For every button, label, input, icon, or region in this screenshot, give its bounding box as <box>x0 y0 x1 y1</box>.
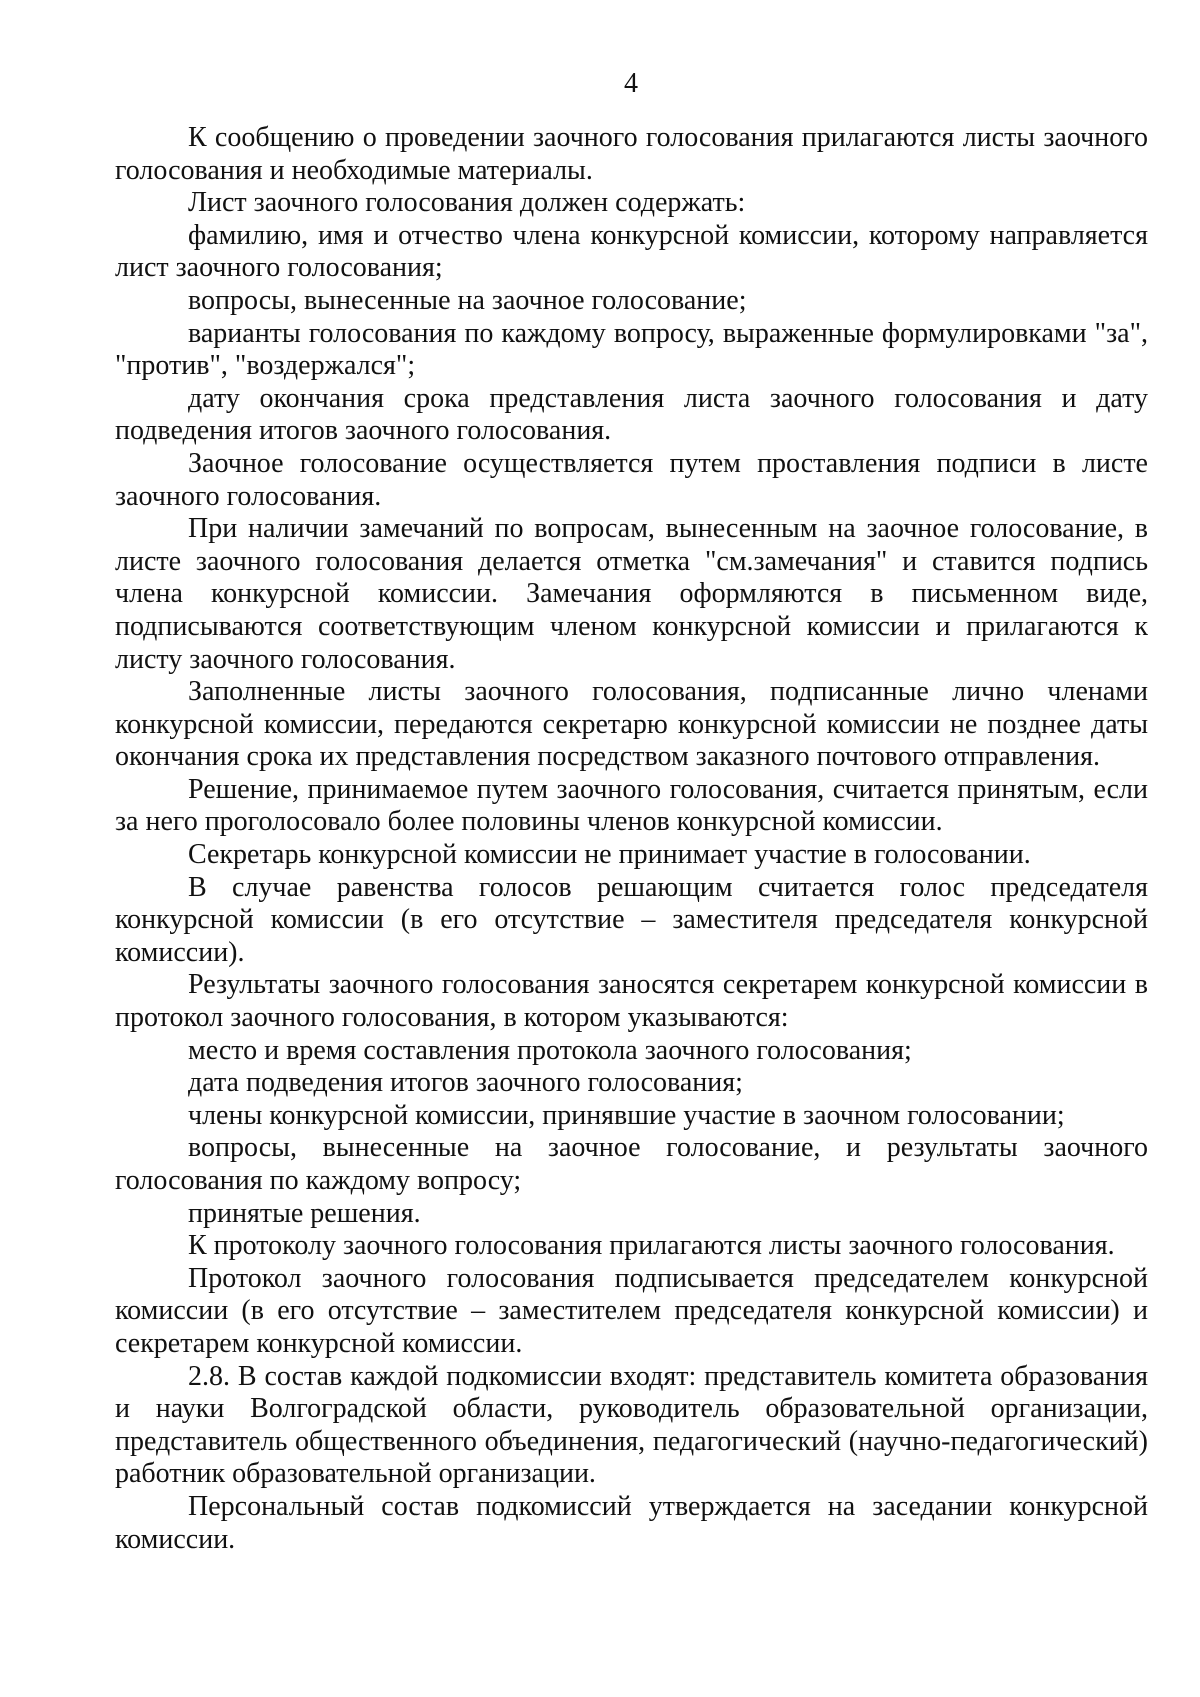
paragraph: дату окончания срока представления листа заочного голосования и дату подведения итогов заочного голосования. <box>115 382 1148 447</box>
paragraph: В случае равенства голосов решающим считается голос председателя конкурсной комиссии (в его отсутствие – заместителя председателя конкурсной комиссии). <box>115 871 1148 968</box>
paragraph: дата подведения итогов заочного голосования; <box>188 1067 743 1099</box>
paragraph: 2.8. В состав каждой подкомиссии входят: представитель комитета образования и науки Волгоградской области, руководитель образовательной организации, представитель общественного объединения, педагогический (научно-педагогический) работник образовательной организации. <box>115 1360 1148 1490</box>
paragraph: Персональный состав подкомиссий утверждается на заседании конкурсной комиссии. <box>115 1490 1148 1555</box>
paragraph: варианты голосования по каждому вопросу, выраженные формулировками "за", "против", "воздержался"; <box>115 317 1148 382</box>
paragraph: место и время составления протокола заочного голосования; <box>188 1034 912 1066</box>
paragraph: Лист заочного голосования должен содержать: <box>188 187 746 219</box>
paragraph: При наличии замечаний по вопросам, вынесенным на заочное голосование, в листе заочного голосования делается отметка "см.замечания" и ставится подпись члена конкурсной комиссии. Замечания оформляются в письменном виде, подписываются соответствующим членом конкурсной комиссии и прилагаются к листу заочного голосования. <box>115 513 1148 675</box>
paragraph: Заполненные листы заочного голосования, подписанные лично членами конкурсной комиссии, передаются секретарю конкурсной комиссии не позднее даты окончания срока их представления посредством заказного почтового отправления. <box>115 676 1148 773</box>
paragraph: Результаты заочного голосования заносятся секретарем конкурсной комиссии в протокол заочного голосования, в котором указываются: <box>115 969 1148 1034</box>
paragraph: Заочное голосование осуществляется путем проставления подписи в листе заочного голосования. <box>115 447 1148 512</box>
paragraph: Секретарь конкурсной комиссии не принимает участие в голосовании. <box>188 839 1031 871</box>
paragraph: Решение, принимаемое путем заочного голосования, считается принятым, если за него проголосовало более половины членов конкурсной комиссии. <box>115 773 1148 838</box>
paragraph: К протоколу заочного голосования прилагаются листы заочного голосования. <box>188 1230 1115 1262</box>
paragraph: Протокол заочного голосования подписывается председателем конкурсной комиссии (в его отсутствие – заместителем председателя конкурсной комиссии) и секретарем конкурсной комиссии. <box>115 1262 1148 1359</box>
document-body <box>115 122 1148 1556</box>
paragraph: К сообщению о проведении заочного голосования прилагаются листы заочного голосования и необходимые материалы. <box>115 122 1148 186</box>
page-number: 4 <box>624 68 638 99</box>
paragraph: вопросы, вынесенные на заочное голосование, и результаты заочного голосования по каждому вопросу; <box>115 1132 1148 1196</box>
paragraph: фамилию, имя и отчество члена конкурсной комиссии, которому направляется лист заочного голосования; <box>115 219 1148 284</box>
paragraph: члены конкурсной комиссии, принявшие участие в заочном голосовании; <box>188 1099 1065 1131</box>
paragraph: принятые решения. <box>188 1197 421 1229</box>
paragraph: вопросы, вынесенные на заочное голосование; <box>188 284 747 316</box>
